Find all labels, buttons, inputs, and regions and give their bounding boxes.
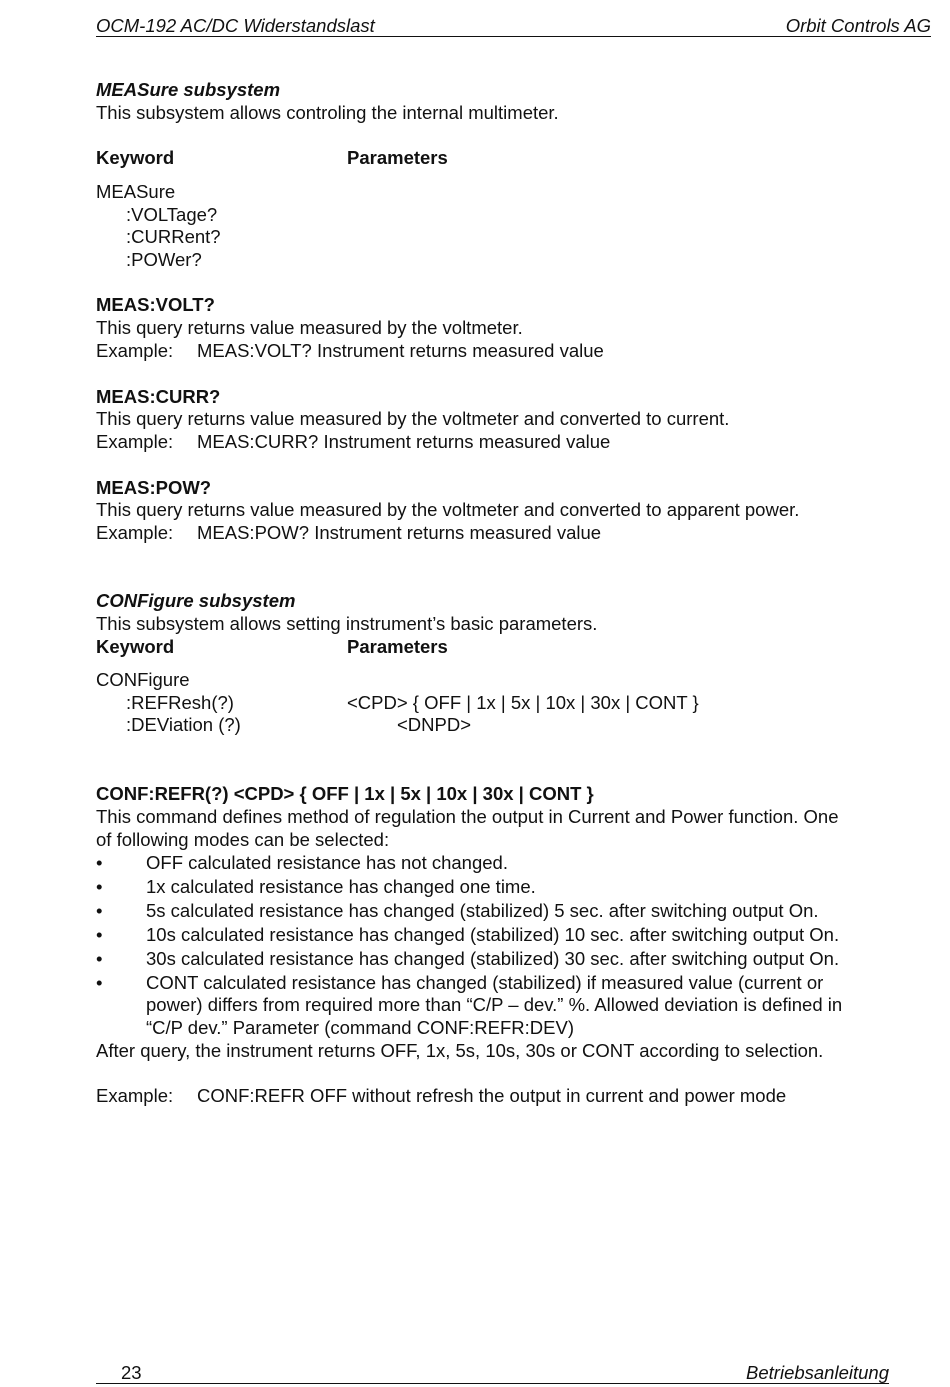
conf-kw-deviation: :DEViation (?) — [126, 714, 241, 735]
bullet-marker: • — [96, 900, 103, 921]
conf-after-query: After query, the instrument returns OFF, 1x, 5s, 10s, 30s or CONT according to selection. — [96, 1040, 824, 1061]
conf-title: CONFigure subsystem — [96, 590, 296, 611]
cmd-meas-pow-example-label: Example: — [96, 522, 174, 543]
cmd-conf-refr-desc-line2: of following modes can be selected: — [96, 829, 390, 850]
bullet-5s: 5s calculated resistance has changed (stabilized) 5 sec. after switching output On. — [146, 900, 819, 921]
bullet-cont-line2: power) differs from required more than “C/P – dev.” %. Allowed deviation is defined in — [146, 994, 843, 1015]
footer-page-number: 23 — [121, 1362, 142, 1383]
cmd-meas-pow-title: MEAS:POW? — [96, 477, 212, 498]
conf-col-keyword: Keyword — [96, 636, 175, 657]
header-right: Orbit Controls AG — [785, 15, 931, 36]
meas-kw-power: :POWer? — [126, 249, 202, 270]
cmd-meas-volt-desc: This query returns value measured by the voltmeter. — [96, 317, 523, 338]
conf-kw-root: CONFigure — [96, 669, 190, 690]
meas-kw-current: :CURRent? — [126, 226, 221, 247]
cmd-meas-pow-desc: This query returns value measured by the voltmeter and converted to apparent power. — [96, 499, 800, 520]
bullet-marker: • — [96, 972, 103, 993]
bullet-30s: 30s calculated resistance has changed (stabilized) 30 sec. after switching output On. — [146, 948, 840, 969]
footer-rule — [96, 1383, 889, 1384]
bullet-marker: • — [96, 876, 103, 897]
conf-param-deviation: <DNPD> — [397, 714, 472, 735]
meas-title: MEASure subsystem — [96, 79, 281, 100]
cmd-meas-curr-example: MEAS:CURR? Instrument returns measured value — [197, 431, 611, 452]
cmd-meas-curr-desc: This query returns value measured by the voltmeter and converted to current. — [96, 408, 730, 429]
bullet-1x: 1x calculated resistance has changed one time. — [146, 876, 536, 897]
cmd-meas-curr-title: MEAS:CURR? — [96, 386, 221, 407]
header-left: OCM-192 AC/DC Widerstandslast — [96, 15, 375, 36]
footer-right: Betriebsanleitung — [746, 1362, 889, 1383]
bullet-off: OFF calculated resistance has not changed. — [146, 852, 508, 873]
header-rule — [96, 36, 931, 37]
cmd-conf-refr-title: CONF:REFR(?) <CPD> { OFF | 1x | 5x | 10x | 30x | CONT } — [96, 783, 594, 804]
cmd-meas-volt-example: MEAS:VOLT? Instrument returns measured value — [197, 340, 604, 361]
cmd-meas-volt-example-label: Example: — [96, 340, 174, 361]
cmd-conf-refr-desc-line1: This command defines method of regulation the output in Current and Power function. One — [96, 806, 839, 827]
conf-example: CONF:REFR OFF without refresh the output in current and power mode — [197, 1085, 787, 1106]
meas-col-parameters: Parameters — [347, 147, 448, 168]
cmd-meas-curr-example-label: Example: — [96, 431, 174, 452]
bullet-marker: • — [96, 924, 103, 945]
conf-example-label: Example: — [96, 1085, 174, 1106]
bullet-10s: 10s calculated resistance has changed (stabilized) 10 sec. after switching output On. — [146, 924, 840, 945]
conf-col-parameters: Parameters — [347, 636, 448, 657]
meas-intro: This subsystem allows controling the internal multimeter. — [96, 102, 559, 123]
bullet-marker: • — [96, 852, 103, 873]
bullet-marker: • — [96, 948, 103, 969]
conf-param-refresh: <CPD> { OFF | 1x | 5x | 10x | 30x | CONT } — [347, 692, 699, 713]
cmd-meas-pow-example: MEAS:POW? Instrument returns measured value — [197, 522, 602, 543]
bullet-cont: CONT calculated resistance has changed (stabilized) if measured value (current or — [146, 972, 824, 993]
cmd-meas-volt-title: MEAS:VOLT? — [96, 294, 215, 315]
meas-kw-voltage: :VOLTage? — [126, 204, 218, 225]
conf-intro: This subsystem allows setting instrument’s basic parameters. — [96, 613, 598, 634]
bullet-cont-line3: “C/P dev.” Parameter (command CONF:REFR:DEV) — [146, 1017, 574, 1038]
conf-kw-refresh: :REFResh(?) — [126, 692, 234, 713]
meas-kw-root: MEASure — [96, 181, 176, 202]
meas-col-keyword: Keyword — [96, 147, 175, 168]
